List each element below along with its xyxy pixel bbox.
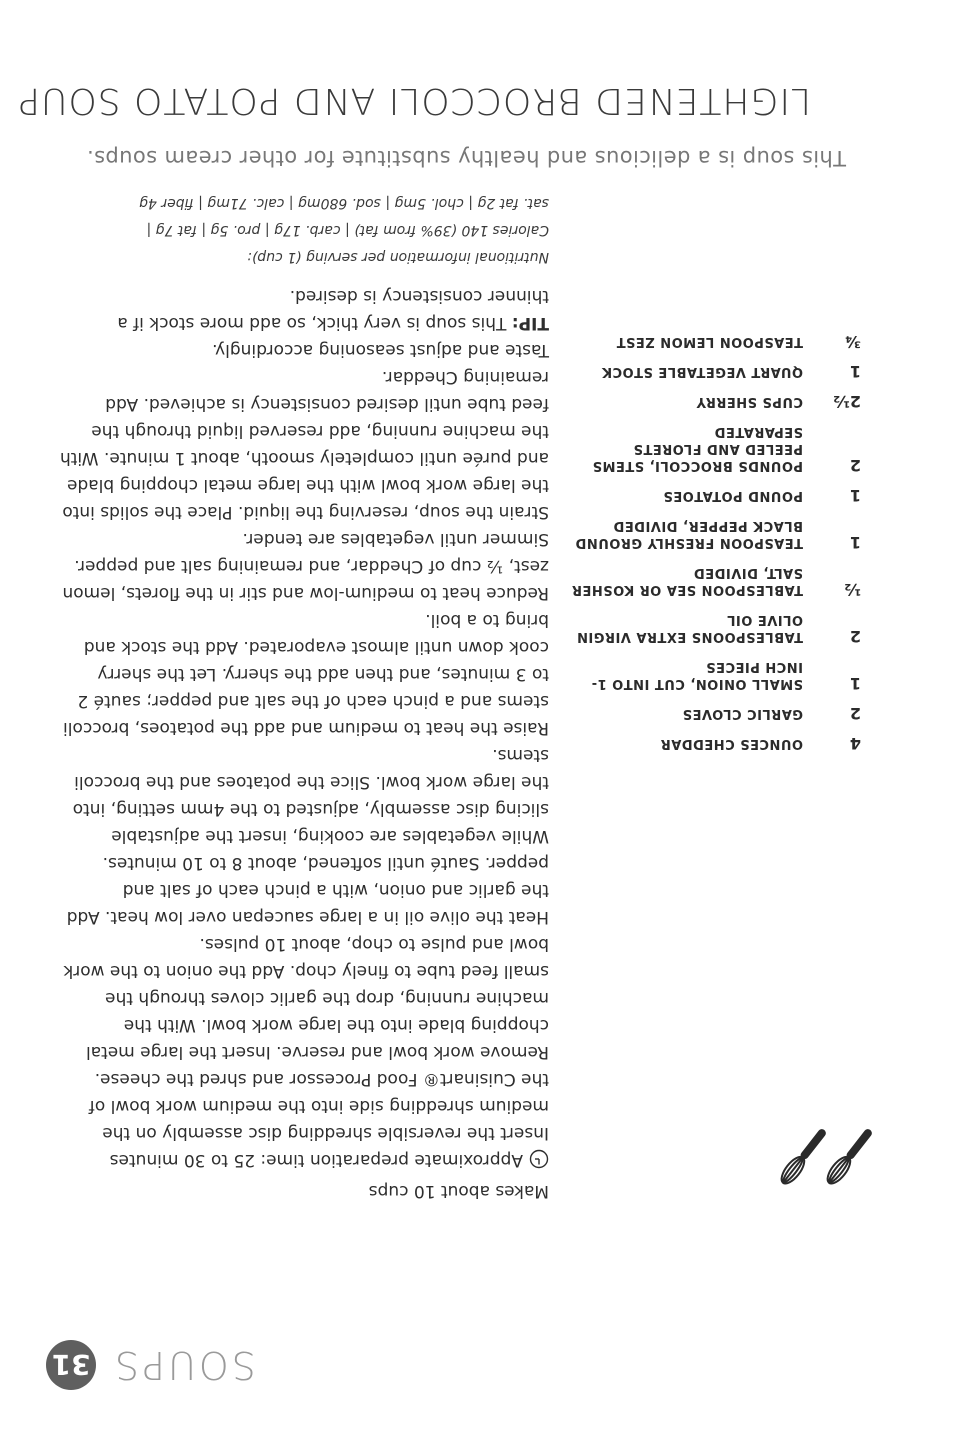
ingredient-qty: 2 [849, 627, 861, 646]
ingredient-qty: 2½ [833, 392, 861, 411]
nutrition-info [59, 189, 549, 270]
recipe-yield: Makes about 10 cups [368, 1181, 549, 1201]
tip-label: TIP: [511, 313, 549, 333]
ingredient-item [561, 517, 861, 551]
ingredient-item [561, 705, 861, 722]
ingredient-qty: 4 [849, 734, 861, 753]
ingredient-qty: 2 [849, 456, 861, 475]
nutrition-heading: Nutritional information per serving (1 cup): [247, 249, 549, 265]
ingredient-qty: ½ [844, 580, 861, 599]
ingredient-name: SMALL ONION, CUT INTO 1-INCH PIECES [591, 659, 803, 691]
recipe-title: LIGHTENED BROCCOLI AND POTATO SOUP [17, 80, 811, 121]
ingredient-item [561, 487, 861, 504]
recipe-subtitle: This soup is a delicious and healthy substitute for other cream soups. [86, 146, 846, 170]
instruction-step: Heat the olive oil in a large saucepan over low heat. Add the garlic and onion, with a pinch each of salt and pepper. Sauté until softened, about 8 to 10 minutes. [66, 853, 549, 927]
ingredient-name: TEASPOON LEMON ZEST [616, 334, 803, 349]
ingredient-name: TABLESPOONS EXTRA VIRGIN OLIVE OIL [576, 612, 803, 644]
recipe-body [59, 189, 549, 1204]
tip [59, 282, 549, 336]
chapter-title: SOUPS [112, 1343, 256, 1387]
ingredient-list [561, 320, 861, 752]
ingredient-item [561, 393, 861, 410]
page-header [46, 1340, 256, 1390]
ingredient-qty: 1 [849, 486, 861, 505]
instruction-steps [59, 336, 549, 1146]
ingredient-item [561, 363, 861, 380]
ingredient-item [561, 735, 861, 752]
ingredient-name: POUND POTATOES [663, 488, 803, 503]
instruction-step: Strain the soup, reserving the liquid. Place the solids into the large work bowl with the large metal chopping blade and purée until completely smooth, about 1 minute. With the machine running, add reserved liquid through the feed tube until desired consistency is achieved. Add remaining Cheddar. [59, 367, 549, 522]
ingredient-item [561, 658, 861, 692]
nutrition-line-2: sat. fat 2g | chol. 5mg | sod. 680mg | calc. 71mg | fiber 4g [139, 195, 549, 211]
ingredient-item [561, 423, 861, 474]
ingredient-name: QUART VEGETABLE STOCK [601, 364, 803, 379]
ingredient-qty: 1 [849, 533, 861, 552]
ingredient-qty: ¾ [844, 332, 861, 351]
prep-time-text: Approximate preparation time: 25 to 30 minutes [109, 1150, 523, 1170]
ingredient-name: OUNCES CHEDDAR [660, 736, 803, 751]
tip-text: This soup is very thick, so add more stock if a thinner consistency is desired. [117, 286, 549, 333]
instruction-step: While vegetables are cooking, insert the adjustable slicing disc assembly, adjusted to the 4mm setting, into the large work bowl. Slice the potatoes and the broccoli stems. [72, 745, 549, 846]
ingredient-item [561, 333, 861, 350]
ingredient-name: TABLESPOON SEA OR KOSHER SALT, DIVIDED [571, 565, 803, 597]
ingredient-qty: 1 [849, 362, 861, 381]
ingredient-name: CUPS SHERRY [696, 394, 803, 409]
clock-icon [529, 1150, 549, 1170]
instruction-step: Reduce heat to medium-low and stir in the florets, lemon zest, ½ cup of Cheddar, and remaining salt and pepper. Simmer until vegetables are tender. [62, 529, 549, 603]
instruction-step: Raise the heat to medium and add the potatoes, broccoli stems and a pinch each of the salt and pepper; sauté 2 to 3 minutes, and then add the sherry. Let the sherry cook down until almost evaporated. Add the stock and bring to a boil. [63, 610, 549, 738]
page-number-badge: 31 [46, 1340, 96, 1390]
whisk-icon [774, 1120, 874, 1192]
ingredient-item [561, 564, 861, 598]
ingredient-name: GARLIC CLOVES [682, 706, 803, 721]
ingredient-qty: 1 [849, 674, 861, 693]
ingredient-name: TEASPOON FRESHLY GROUND BLACK PEPPER, DIVIDED [575, 518, 803, 550]
instruction-step: Insert the reversible shredding disc assembly on the medium shredding side into the medium work bowl of the Cuisinart® Food Processor and shred the cheese. Remove work bowl and reserve. Insert the large metal chopping blade into the large work bowl. With the machine running, drop the garlic cloves through the small feed tube to finely chop. Add the onion to the work bowl and pulse to chop, about 10 pulses. [63, 934, 549, 1143]
ingredient-name: POUNDS BROCCOLI, STEMS PEELED AND FLORETS SEPARATED [592, 424, 803, 473]
ingredient-item [561, 611, 861, 645]
ingredient-qty: 2 [849, 704, 861, 723]
prep-time [59, 1146, 549, 1173]
nutrition-line-1: Calories 140 (39% from fat) | carb. 17g | pro. 5g | fat 7g | [146, 222, 549, 238]
instruction-step: Taste and adjust seasoning accordingly. [212, 340, 549, 360]
